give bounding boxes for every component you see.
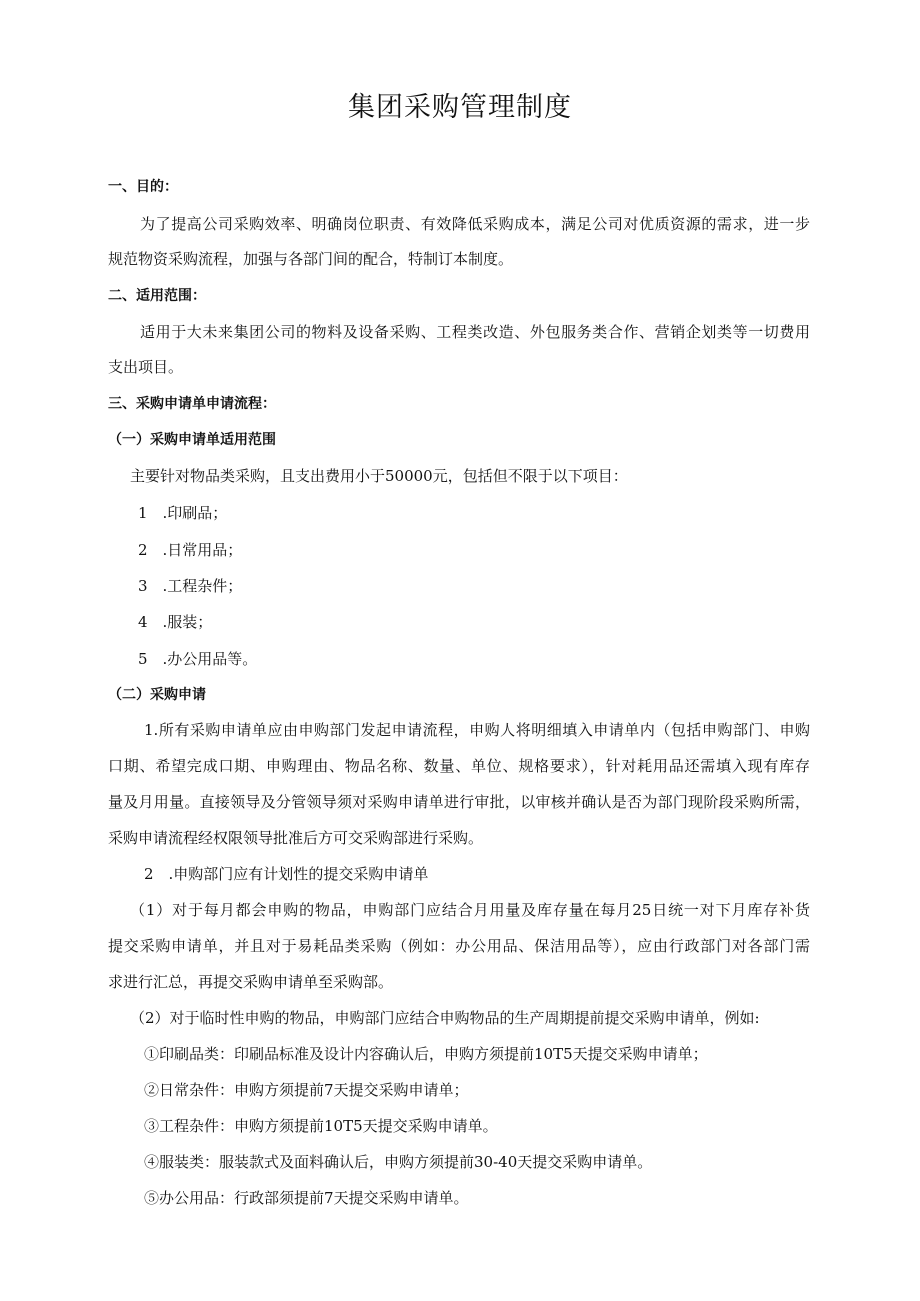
sub-list-item: ③工程杂件：申购方须提前10T5天提交采购申请单。 [144, 1117, 498, 1135]
document-title: 集团采购管理制度 [348, 92, 572, 123]
section-2-text-line: 适用于大未来集团公司的物料及设备采购、工程类改造、外包服务类合作、营销企划类等一切费用 [140, 323, 810, 341]
subsection-1-heading: （一）采购申请单适用范围 [108, 432, 276, 448]
sub-list-item: ①印刷品类：印刷品标准及设计内容确认后，申购方须提前10T5天提交采购申请单； [144, 1045, 708, 1063]
paragraph-line: 采购申请流程经权限领导批准后方可交采购部进行采购。 [108, 829, 484, 847]
paragraph-line: （2）对于临时性申购的物品，申购部门应结合申购物品的生产周期提前提交采购申请单，例如: [130, 1009, 760, 1027]
subsection-1-text: 主要针对物品类采购，且支出费用小于50000元，包括但不限于以下项目： [130, 467, 628, 485]
paragraph-line: （1）对于每月都会申购的物品，申购部门应结合月用量及库存量在每月25日统一对下月库存补货 [130, 901, 810, 919]
sub-list-item: ⑤办公用品：行政部须提前7天提交采购申请单。 [144, 1189, 469, 1207]
section-1-heading: 一、目的： [108, 179, 178, 195]
paragraph-line: 口期、希望完成口期、申购理由、物品名称、数量、单位、规格要求），针对耗用品还需填入现有库存 [108, 757, 810, 775]
sub-list-item: ④服装类：服装款式及面料确认后，申购方须提前30-40天提交采购申请单。 [144, 1153, 653, 1171]
section-2-heading: 二、适用范围： [108, 288, 206, 304]
subsection-2-heading: （二）采购申请 [108, 687, 206, 703]
list-item: 4 .服装； [138, 613, 213, 631]
section-2-text-line: 支出项目。 [108, 358, 184, 376]
list-item: 5 .办公用品等。 [138, 650, 258, 668]
section-1-text-line: 为了提高公司采购效率、明确岗位职责、有效降低采购成本，满足公司对优质资源的需求，进一步 [140, 215, 810, 233]
paragraph-line: 量及月用量。直接领导及分管领导须对采购申请单进行审批，以审核并确认是否为部门现阶段采购所需， [108, 793, 810, 811]
paragraph-line: 提交采购申请单，并且对于易耗品类采购（例如：办公用品、保洁用品等），应由行政部门对各部门需 [108, 937, 810, 955]
paragraph-line: 1.所有采购申请单应由申购部门发起申请流程，申购人将明细填入申请单内（包括申购部门、申购 [144, 721, 810, 739]
section-3-heading: 三、采购申请单申请流程： [108, 396, 276, 412]
sub-list-item: ②日常杂件：申购方须提前7天提交采购申请单； [144, 1081, 469, 1099]
list-item: 1 .印刷品； [138, 504, 228, 522]
section-1-text-line: 规范物资采购流程，加强与各部门间的配合，特制订本制度。 [108, 250, 514, 268]
list-item: 3 .工程杂件； [138, 577, 243, 595]
list-item: 2 .日常用品； [138, 541, 243, 559]
paragraph-line: 求进行汇总，再提交采购申请单至采购部。 [108, 973, 394, 991]
paragraph-line: 2 .申购部门应有计划性的提交采购申请单 [144, 865, 429, 883]
